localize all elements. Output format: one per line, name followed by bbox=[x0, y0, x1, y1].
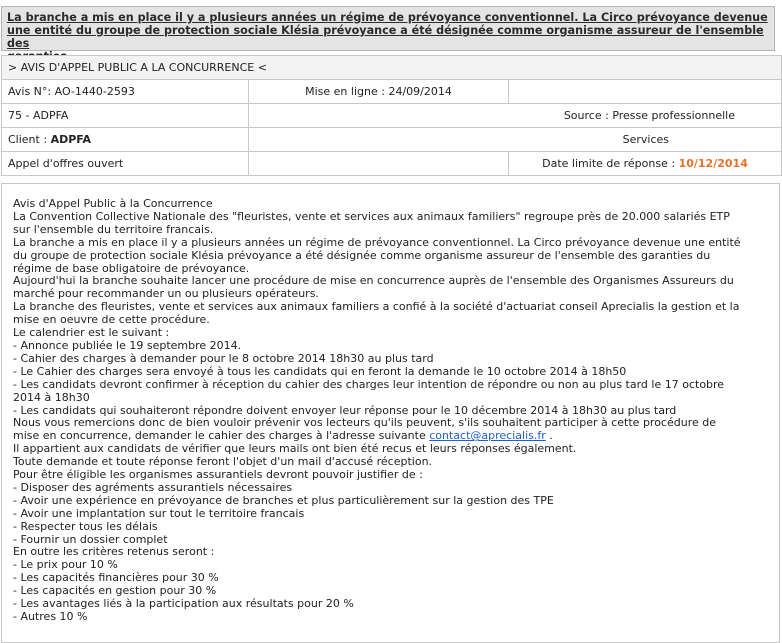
publish-date-value: 24/09/2014 bbox=[388, 85, 452, 98]
contact-suffix: . bbox=[549, 429, 553, 443]
client-label: Client : bbox=[8, 133, 48, 146]
body-line: En outre les critères retenus seront : bbox=[13, 545, 215, 559]
source-label: Source : bbox=[563, 109, 609, 122]
body-text-before bbox=[13, 198, 773, 430]
category-cell: Services bbox=[249, 128, 782, 152]
body-line: - Autres 10 % bbox=[13, 610, 88, 623]
source-value: Presse professionnelle bbox=[612, 109, 735, 122]
source-cell bbox=[249, 104, 782, 128]
body-text-after bbox=[13, 443, 773, 624]
body-line: - Avoir une implantation sur tout le territoire francais bbox=[13, 506, 305, 520]
body-line: Nous vous remercions donc de bien vouloir prévenir vos lecteurs qu'ils peuvent, s'ils souhaitent participer à cette procédure de bbox=[13, 416, 717, 430]
contact-prefix: mise en concurrence, demander le cahier des charges à l'adresse suivante bbox=[13, 429, 426, 443]
notice-row bbox=[2, 56, 782, 80]
deadline-label: Date limite de réponse : bbox=[542, 157, 676, 170]
body-line: du groupe de protection sociale Klésia prévoyance a été désignée comme organisme assureur de l'ensemble des garanties du bbox=[13, 248, 711, 262]
info-row-3 bbox=[2, 128, 782, 152]
info-row-2 bbox=[2, 104, 782, 128]
body-line: La branche a mis en place il y a plusieurs années un régime de prévoyance conventionnel. La Circo prévoyance devenue une entité bbox=[13, 235, 741, 249]
body-line: - Le prix pour 10 % bbox=[13, 558, 118, 572]
body-line: - Cahier des charges à demander pour le 8 octobre 2014 18h30 au plus tard bbox=[13, 351, 434, 365]
body-line: marché pour recommander un ou plusieurs opérateurs. bbox=[13, 287, 319, 301]
info-row-4 bbox=[2, 152, 782, 176]
body-line: Le calendrier est le suivant : bbox=[13, 326, 170, 340]
body-line: 2014 à 18h30 bbox=[13, 390, 90, 404]
department-cell: 75 - ADPFA bbox=[2, 104, 249, 128]
body-line: sur l'ensemble du territoire francais. bbox=[13, 222, 214, 236]
body-line: - Fournir un dossier complet bbox=[13, 532, 168, 546]
empty-cell-2 bbox=[249, 152, 509, 176]
body-line: - Le Cahier des charges sera envoyé à tous les candidats qui en feront la demande le 10 octobre 2014 à 18h50 bbox=[13, 364, 627, 378]
tender-info-table bbox=[1, 55, 782, 176]
deadline-value: 10/12/2014 bbox=[678, 157, 748, 170]
body-line: - Disposer des agréments assurantiels nécessaires bbox=[13, 480, 293, 494]
empty-cell bbox=[509, 80, 782, 104]
avis-number-label: Avis N°: bbox=[8, 85, 52, 98]
client-cell bbox=[2, 128, 249, 152]
body-line: Avis d'Appel Public à la Concurrence bbox=[13, 197, 213, 210]
avis-number-value: AO-1440-2593 bbox=[54, 85, 135, 98]
body-line: - Respecter tous les délais bbox=[13, 519, 158, 533]
body-line: - Les candidats devront confirmer à réception du cahier des charges leur intention de répondre ou non au plus tard le 17 octobre bbox=[13, 377, 725, 391]
announcement-body bbox=[1, 183, 780, 643]
title-line-1: La branche a mis en place il y a plusieurs années un régime de prévoyance conventionnel. La Circo prévoyance devenue bbox=[7, 11, 768, 24]
contact-email-link[interactable]: contact@aprecialis.fr bbox=[429, 429, 546, 443]
body-line: La branche des fleuristes, vente et services aux animaux familiers a confié à la société d'actuariat conseil Aprecialis la gestion et la bbox=[13, 300, 740, 314]
title-line-2: une entité du groupe de protection sociale Klésia prévoyance a été désignée comme organisme assureur de l'ensemble des bbox=[7, 24, 764, 50]
body-line: Pour être éligible les organismes assurantiels devront pouvoir justifier de : bbox=[13, 468, 423, 482]
announcement-title-box bbox=[1, 6, 775, 51]
body-line: mise en oeuvre de cette procédure. bbox=[13, 313, 210, 327]
body-line: - Les capacités en gestion pour 30 % bbox=[13, 584, 217, 598]
procedure-cell: Appel d'offres ouvert bbox=[2, 152, 249, 176]
avis-number-cell bbox=[2, 80, 249, 104]
notice-cell: > AVIS D'APPEL PUBLIC A LA CONCURRENCE < bbox=[2, 56, 782, 80]
body-line: régime de base obligatoire de prévoyance. bbox=[13, 261, 250, 275]
body-line: - Avoir une expérience en prévoyance de branches et plus particulièrement sur la gestion des TPE bbox=[13, 493, 554, 507]
body-line: Aujourd'hui la branche souhaite lancer une procédure de mise en concurrence auprès de l'ensemble des Organismes Assureurs du bbox=[13, 274, 734, 288]
client-value: ADPFA bbox=[50, 133, 92, 146]
body-line: Toute demande et toute réponse feront l'objet d'un mail d'accusé réception. bbox=[13, 455, 433, 469]
info-row-1 bbox=[2, 80, 782, 104]
body-line: Il appartient aux candidats de vérifier que leurs mails ont bien été recus et leurs réponses également. bbox=[13, 442, 577, 456]
deadline-cell bbox=[509, 152, 782, 176]
body-line: La Convention Collective Nationale des "fleuristes, vente et services aux animaux familiers" regroupe près de 20.000 salariés ETP bbox=[13, 209, 730, 223]
body-line: - Annonce publiée le 19 septembre 2014. bbox=[13, 338, 242, 352]
body-line: - Les candidats qui souhaiteront répondre doivent envoyer leur réponse pour le 10 décembre 2014 à 18h30 au plus tard bbox=[13, 403, 677, 417]
body-line: - Les capacités financières pour 30 % bbox=[13, 571, 219, 585]
body-line: - Les avantages liés à la participation aux résultats pour 20 % bbox=[13, 597, 354, 611]
publish-date-cell bbox=[249, 80, 509, 104]
publish-date-label: Mise en ligne : bbox=[305, 85, 385, 98]
